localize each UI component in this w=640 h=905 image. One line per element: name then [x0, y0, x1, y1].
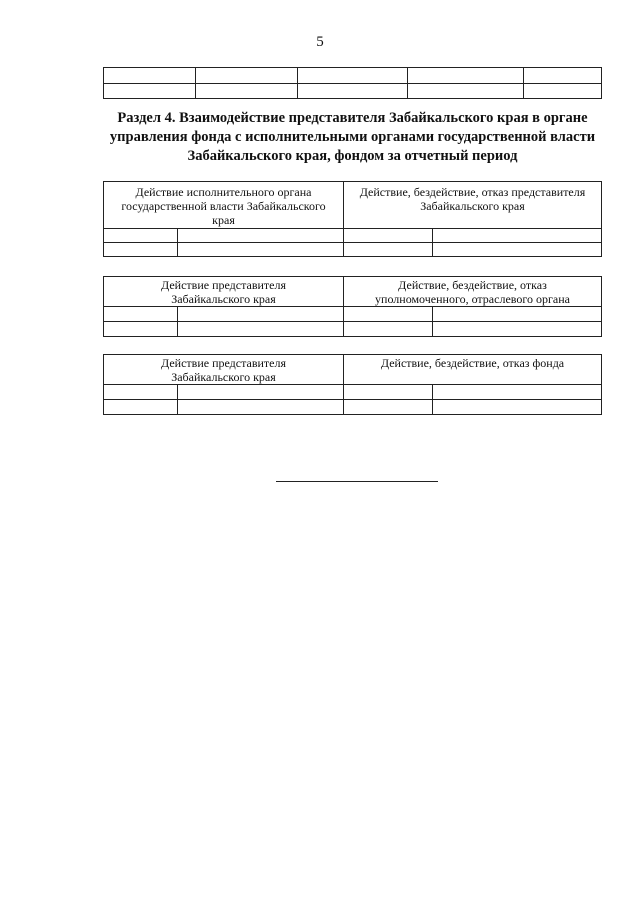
- closing-separator-line: [276, 481, 438, 482]
- table-cell: [408, 84, 524, 99]
- table-cell: [104, 400, 178, 415]
- table-cell: [524, 68, 602, 84]
- header-line: Действие, бездействие, отказ фонда: [380, 356, 565, 370]
- table-cell: [178, 229, 344, 243]
- header-line: государственной власти Забайкальского: [121, 199, 326, 213]
- header-line: края: [212, 213, 235, 227]
- header-line: Действие, бездействие, отказ представителя: [359, 185, 586, 199]
- header-line: уполномоченного, отраслевого органа: [375, 292, 570, 306]
- table-cell: [433, 243, 602, 257]
- table-cell: [104, 229, 178, 243]
- section-heading-line: Забайкальского края, фондом за отчетный период: [187, 148, 518, 164]
- header-line: Действие представителя: [161, 356, 286, 370]
- header-line: Забайкальского края: [171, 292, 276, 306]
- page-number: 5: [316, 34, 324, 50]
- interaction-table-executive: [103, 181, 602, 257]
- section-heading-line: управления фонда с исполнительными органами государственной власти: [109, 129, 596, 145]
- table-cell: [178, 322, 344, 337]
- table-cell: [524, 84, 602, 99]
- table-cell: [178, 307, 344, 322]
- header-representative-response: [344, 182, 602, 229]
- interaction-table-authorized-body: [103, 276, 602, 337]
- table-cell: [104, 84, 196, 99]
- header-authorized-body-response: [344, 277, 602, 307]
- table-cell: [408, 68, 524, 84]
- table-cell: [298, 84, 408, 99]
- section-heading: [90, 109, 615, 166]
- header-line: Действие исполнительного органа: [135, 185, 312, 199]
- table-cell: [433, 322, 602, 337]
- header-representative-action: [104, 355, 344, 385]
- header-line: Забайкальского края: [171, 370, 276, 384]
- header-line: Действие, бездействие, отказ: [398, 278, 547, 292]
- table-cell: [104, 243, 178, 257]
- header-executive-action: [104, 182, 344, 229]
- table-cell: [344, 229, 433, 243]
- table-cell: [104, 68, 196, 84]
- table-cell: [344, 400, 433, 415]
- section-heading-line: Раздел 4. Взаимодействие представителя Забайкальского края в органе: [117, 110, 588, 126]
- table-cell: [344, 385, 433, 400]
- table-cell: [344, 243, 433, 257]
- table-cell: [433, 307, 602, 322]
- table-cell: [104, 307, 178, 322]
- continuation-table: [103, 67, 602, 99]
- table-cell: [196, 68, 298, 84]
- header-fund-response: [344, 355, 602, 385]
- table-cell: [104, 322, 178, 337]
- table-cell: [104, 385, 178, 400]
- table-cell: [298, 68, 408, 84]
- header-representative-action: [104, 277, 344, 307]
- table-cell: [178, 243, 344, 257]
- table-cell: [433, 229, 602, 243]
- header-line: Забайкальского края: [420, 199, 525, 213]
- table-cell: [344, 322, 433, 337]
- table-cell: [178, 385, 344, 400]
- table-cell: [433, 385, 602, 400]
- header-line: Действие представителя: [161, 278, 286, 292]
- table-cell: [196, 84, 298, 99]
- table-cell: [433, 400, 602, 415]
- interaction-table-fund: [103, 354, 602, 415]
- table-cell: [344, 307, 433, 322]
- table-cell: [178, 400, 344, 415]
